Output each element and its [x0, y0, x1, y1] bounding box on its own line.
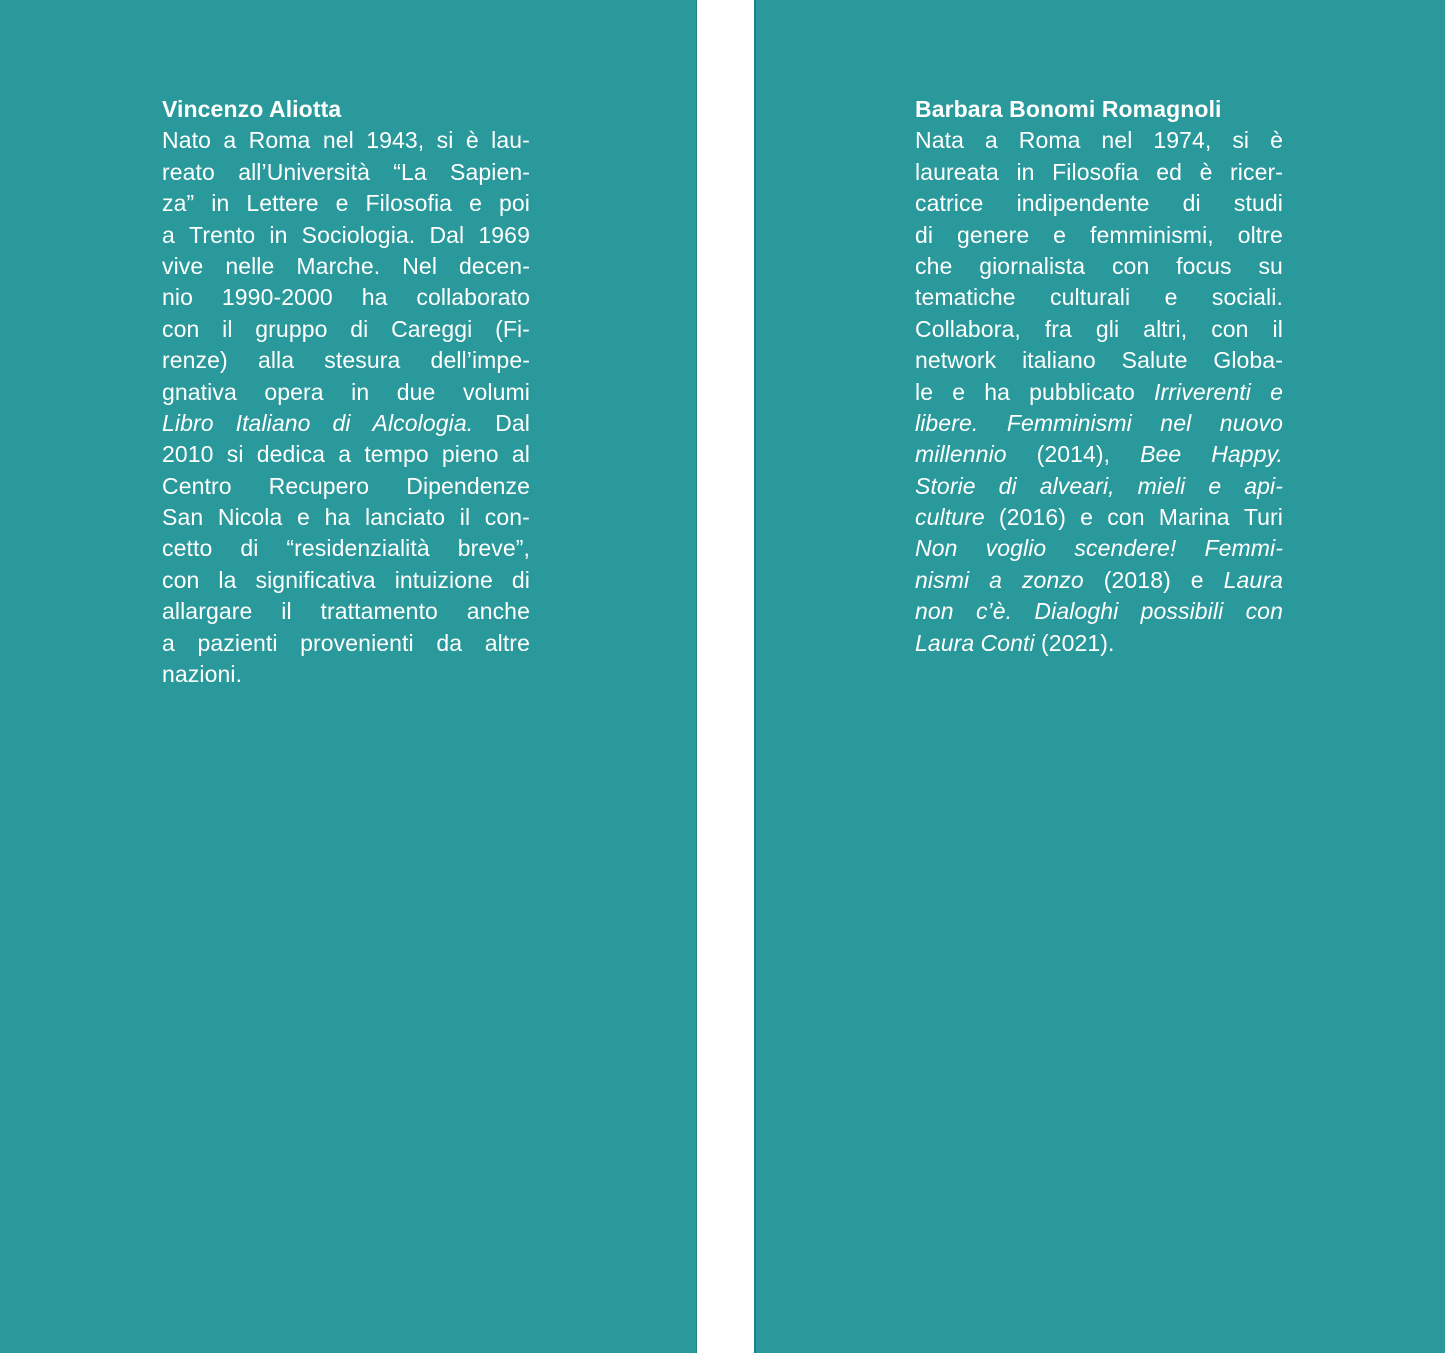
- bio-word-italic: con: [1245, 598, 1283, 625]
- bio-word: network: [915, 347, 997, 374]
- bio-word: è: [1199, 158, 1213, 185]
- bio-word: tematiche: [915, 284, 1016, 311]
- bio-word: dell’impe-: [430, 347, 530, 374]
- left-author-bio: [162, 94, 530, 690]
- bio-word: (2016): [998, 504, 1066, 531]
- bio-word: pazienti: [197, 629, 278, 656]
- bio-word: collaborato: [416, 284, 530, 311]
- bio-line: [162, 502, 530, 533]
- bio-word: nio: [162, 284, 193, 311]
- bio-word: nel: [322, 127, 354, 154]
- bio-word-italic: nuovo: [1219, 409, 1283, 436]
- bio-word: ricer-: [1230, 158, 1283, 185]
- bio-word: si: [226, 441, 244, 468]
- bio-line: [915, 408, 1283, 439]
- bio-word: poi: [498, 190, 530, 217]
- bio-word-italic: non: [915, 598, 954, 625]
- bio-word: intuizione: [394, 566, 493, 593]
- bio-word: altri,: [1143, 315, 1188, 342]
- bio-word: 1943,: [366, 127, 425, 154]
- bio-word: con: [1111, 252, 1150, 279]
- bio-word: di: [915, 221, 934, 248]
- bio-line: [162, 282, 530, 313]
- bio-word: a: [162, 221, 175, 248]
- bio-word: gnativa: [162, 378, 237, 405]
- bio-word: vive: [162, 252, 204, 279]
- bio-word: il: [281, 598, 292, 625]
- bio-word: di: [1182, 190, 1201, 217]
- bio-word: Dal: [495, 409, 530, 436]
- bio-word-italic: nismi: [915, 566, 970, 593]
- bio-word: laureata: [915, 158, 999, 185]
- bio-word: Salute: [1121, 347, 1188, 374]
- bio-word-italic: c’è.: [975, 598, 1013, 625]
- bio-word-italic: nel: [1160, 409, 1192, 436]
- bio-line: [162, 188, 530, 219]
- bio-word: Careggi: [391, 315, 473, 342]
- bio-word: Centro: [162, 472, 232, 499]
- bio-line: [162, 157, 530, 188]
- bio-line: [162, 533, 530, 564]
- bio-word-italic: Conti: [980, 629, 1035, 656]
- bio-word-italic: Laura: [1223, 566, 1283, 593]
- bio-line: [915, 251, 1283, 282]
- bio-word: pieno: [441, 441, 499, 468]
- bio-word: significativa: [255, 566, 376, 593]
- bio-word: decen-: [459, 252, 530, 279]
- bio-word: (2018): [1103, 566, 1171, 593]
- bio-word: (2014),: [1036, 441, 1111, 468]
- bio-word: Marche.: [296, 252, 381, 279]
- bio-word: catrice: [915, 190, 984, 217]
- bio-word: ha: [984, 378, 1010, 405]
- bio-word: Dal: [429, 221, 465, 248]
- bio-line: [162, 628, 530, 659]
- bio-word: il: [459, 504, 471, 531]
- bio-word: gli: [1095, 315, 1120, 342]
- bio-word: con: [162, 566, 200, 593]
- bio-word: lau-: [491, 127, 530, 154]
- bio-line: [915, 628, 1283, 659]
- bio-word: e: [297, 504, 310, 531]
- bio-word: in: [211, 190, 230, 217]
- bio-word: in: [269, 221, 288, 248]
- bio-word: ha: [324, 504, 351, 531]
- bio-word: indipendente: [1016, 190, 1150, 217]
- bio-word: e: [1053, 221, 1067, 248]
- bio-word: culturali: [1050, 284, 1131, 311]
- bio-word: Lettere: [246, 190, 319, 217]
- bio-word: la: [218, 566, 237, 593]
- bio-word: focus: [1176, 252, 1232, 279]
- bio-line: [915, 565, 1283, 596]
- bio-line: [162, 596, 530, 627]
- bio-word: con-: [484, 504, 530, 531]
- bio-word: e: [1190, 566, 1204, 593]
- bio-word: da: [436, 629, 463, 656]
- bio-word: fra: [1044, 315, 1072, 342]
- bio-word: si: [1232, 127, 1250, 154]
- bio-word-italic: Storie: [915, 472, 976, 499]
- bio-word-italic: Irriverenti: [1154, 378, 1251, 405]
- bio-word: a: [338, 441, 352, 468]
- bio-word: con: [1211, 315, 1249, 342]
- bio-line: [915, 533, 1283, 564]
- bio-word: Collabora,: [915, 315, 1021, 342]
- bio-word: Nel: [402, 252, 438, 279]
- bio-word: le: [915, 378, 934, 405]
- bio-word: reato: [162, 158, 215, 185]
- bio-word-italic: Laura: [915, 629, 975, 656]
- bio-word-italic: Bee: [1140, 441, 1182, 468]
- bio-word: za”: [162, 190, 195, 217]
- bio-line: [915, 125, 1283, 156]
- bio-word: di: [511, 566, 530, 593]
- bio-word: oltre: [1237, 221, 1283, 248]
- bio-word: trattamento: [320, 598, 438, 625]
- bio-word: opera: [264, 378, 324, 405]
- bio-word: Nato: [162, 127, 211, 154]
- bio-word: gruppo: [255, 315, 328, 342]
- bio-word: Filosofia: [365, 190, 453, 217]
- bio-word-italic: a: [989, 566, 1003, 593]
- bio-word: Recupero: [268, 472, 370, 499]
- bio-word-italic: millennio: [915, 441, 1007, 468]
- bio-word: Filosofia: [1052, 158, 1139, 185]
- bio-line: [915, 596, 1283, 627]
- bio-word: (Fi-: [495, 315, 530, 342]
- bio-word: dedica: [256, 441, 326, 468]
- bio-word-italic: di: [332, 409, 351, 436]
- bio-word: e: [335, 190, 349, 217]
- bio-line: [915, 502, 1283, 533]
- bio-line: [915, 314, 1283, 345]
- bio-word-italic: Happy.: [1211, 441, 1283, 468]
- bio-word: 1969: [478, 221, 530, 248]
- bio-word: con: [162, 315, 200, 342]
- bio-word: ed: [1156, 158, 1183, 185]
- bio-word-italic: e: [1270, 378, 1283, 405]
- bio-word-italic: Femmi-: [1204, 535, 1283, 562]
- bio-word: con: [1107, 504, 1145, 531]
- bio-word: genere: [957, 221, 1030, 248]
- bio-word-italic: mieli: [1137, 472, 1186, 499]
- bio-line: [162, 408, 530, 439]
- bio-word: di: [350, 315, 369, 342]
- author-name-heading: Vincenzo Aliotta: [162, 96, 342, 122]
- bio-word: Marina: [1158, 504, 1230, 531]
- spine-gutter: [697, 0, 754, 1353]
- bio-word: “residenzialità: [286, 535, 430, 562]
- bio-word: stesura: [324, 347, 401, 374]
- bio-word: sociali.: [1211, 284, 1283, 311]
- bio-word: che: [915, 252, 953, 279]
- bio-line: [162, 314, 530, 345]
- bio-word: Roma: [1018, 127, 1081, 154]
- bio-word: Dipendenze: [406, 472, 530, 499]
- bio-word: su: [1258, 252, 1283, 279]
- right-flap-panel: [754, 0, 1445, 1353]
- bio-word: all’Università: [238, 158, 370, 185]
- bio-word: 1990-2000: [221, 284, 333, 311]
- bio-word: Globa-: [1213, 347, 1283, 374]
- bio-word: Nicola: [217, 504, 283, 531]
- bio-word-italic: Non: [915, 535, 958, 562]
- bio-line: [162, 125, 530, 156]
- left-flap-panel: [0, 0, 697, 1353]
- bio-word: di: [240, 535, 259, 562]
- bio-word: è: [1270, 127, 1283, 154]
- bio-line: [915, 439, 1283, 470]
- bio-word: due: [396, 378, 436, 405]
- bio-word: volumi: [462, 378, 530, 405]
- bio-word-italic: Libro: [162, 409, 214, 436]
- bio-line: [915, 471, 1283, 502]
- bio-line: [915, 282, 1283, 313]
- bio-line: [162, 345, 530, 376]
- bio-word: “La: [393, 158, 427, 185]
- bio-line: [915, 157, 1283, 188]
- bio-word: al: [511, 441, 530, 468]
- bio-line: [162, 439, 530, 470]
- bio-word: ha: [361, 284, 388, 311]
- bio-word: 1974,: [1153, 127, 1212, 154]
- left-bio-text: [162, 125, 530, 690]
- right-bio-text: [915, 125, 1283, 659]
- bio-word: nelle: [225, 252, 275, 279]
- bio-word: San: [162, 504, 204, 531]
- bio-word: tempo: [364, 441, 429, 468]
- bio-word: e: [1164, 284, 1178, 311]
- bio-word: alla: [257, 347, 295, 374]
- bio-word-italic: api-: [1244, 472, 1283, 499]
- bio-word-italic: possibili: [1140, 598, 1224, 625]
- author-name-heading: Barbara Bonomi Romagnoli: [915, 96, 1222, 122]
- right-author-bio: [915, 94, 1283, 659]
- bio-word: italiano: [1022, 347, 1096, 374]
- bio-word-italic: alveari,: [1039, 472, 1115, 499]
- bio-line: [162, 471, 530, 502]
- bio-word: il: [1272, 315, 1283, 342]
- bio-line: [162, 659, 530, 690]
- bio-word: Roma: [248, 127, 311, 154]
- bio-word: giornalista: [979, 252, 1086, 279]
- bio-word: è: [465, 127, 479, 154]
- bio-line: [162, 251, 530, 282]
- bio-word-italic: libere.: [915, 409, 979, 436]
- bio-word: provenienti: [300, 629, 414, 656]
- bio-line: [162, 377, 530, 408]
- bio-line: [162, 565, 530, 596]
- bio-word: 2010: [162, 441, 214, 468]
- bio-word: (2021).: [1040, 629, 1115, 656]
- bio-word: renze): [162, 347, 228, 374]
- bio-word-italic: Femminismi: [1006, 409, 1132, 436]
- bio-word-italic: culture: [915, 504, 985, 531]
- bio-word: femminismi,: [1090, 221, 1214, 248]
- bio-word: il: [222, 315, 233, 342]
- bio-word: in: [351, 378, 370, 405]
- bio-word: e: [469, 190, 482, 217]
- bio-word: pubblicato: [1029, 378, 1135, 405]
- bio-word: Sapien-: [450, 158, 530, 185]
- bio-word: Nata: [915, 127, 964, 154]
- bio-word-italic: voglio: [985, 535, 1047, 562]
- bio-word: a: [223, 127, 237, 154]
- bio-word: studi: [1233, 190, 1283, 217]
- bio-line: [162, 220, 530, 251]
- bio-word: Trento: [189, 221, 256, 248]
- bio-word-italic: Italiano: [235, 409, 311, 436]
- bio-word-italic: Alcologia.: [372, 409, 474, 436]
- bio-word-italic: scendere!: [1074, 535, 1177, 562]
- bio-word: allargare: [162, 598, 253, 625]
- bio-word-italic: di: [998, 472, 1017, 499]
- bio-word: Turi: [1243, 504, 1283, 531]
- bio-word: e: [952, 378, 966, 405]
- bio-word: altre: [484, 629, 530, 656]
- bio-line: [915, 377, 1283, 408]
- bio-word: anche: [466, 598, 530, 625]
- bio-word: in: [1016, 158, 1035, 185]
- bio-word-italic: Dialoghi: [1034, 598, 1119, 625]
- bio-word: a: [162, 629, 175, 656]
- bio-line: [915, 220, 1283, 251]
- bio-word: breve”,: [457, 535, 530, 562]
- bio-word: si: [436, 127, 454, 154]
- bio-word: nel: [1101, 127, 1133, 154]
- bio-word: nazioni.: [162, 661, 243, 688]
- bio-line: [915, 188, 1283, 219]
- bio-word: e: [1080, 504, 1094, 531]
- bio-word: Sociologia.: [301, 221, 416, 248]
- bio-word-italic: zonzo: [1021, 566, 1084, 593]
- bio-word: a: [984, 127, 998, 154]
- bio-line: [915, 345, 1283, 376]
- bio-word-italic: e: [1208, 472, 1222, 499]
- bio-word: lanciato: [365, 504, 446, 531]
- bio-word: cetto: [162, 535, 213, 562]
